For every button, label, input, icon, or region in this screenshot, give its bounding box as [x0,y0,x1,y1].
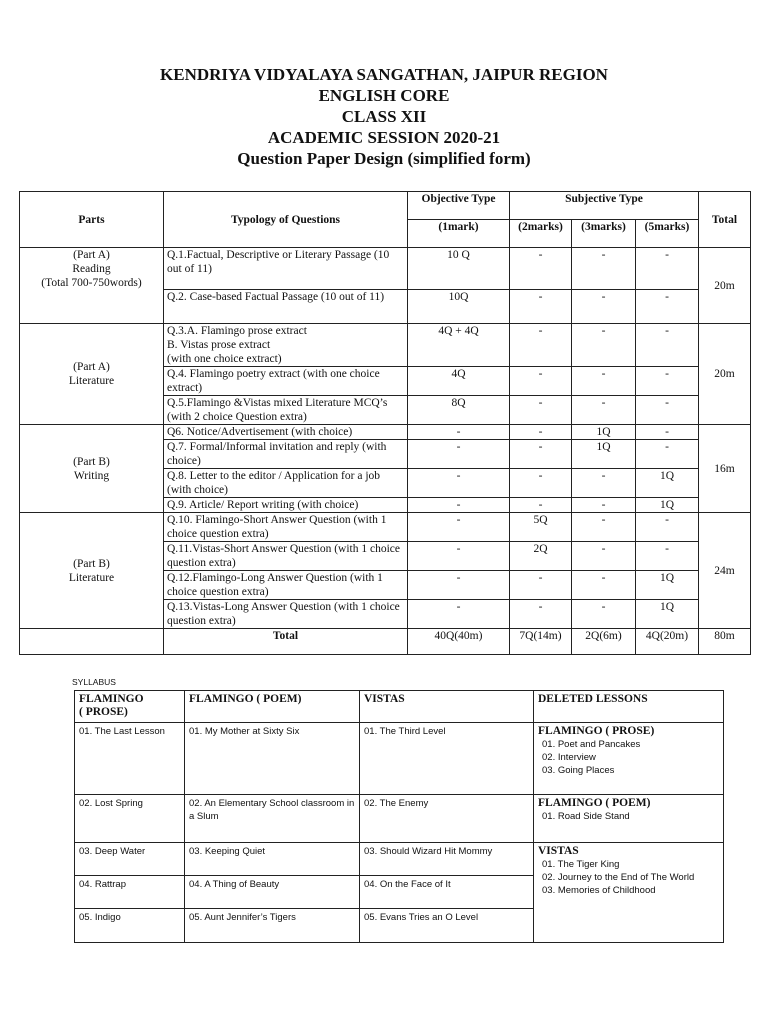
syllabus-header-deleted: DELETED LESSONS [534,691,724,723]
deleted-lesson-item: 01. Road Side Stand [542,811,630,822]
qp-totals-row [20,629,751,655]
qp-m5-cell: - [636,425,699,440]
deleted-vistas-cell [534,843,724,943]
qp-m3-cell: 1Q [572,440,636,469]
header-subject: ENGLISH CORE [318,86,450,105]
qp-question-cell: Q.1.Factual, Descriptive or Literary Passage (10 out of 11) [164,248,408,290]
header-session: ACADEMIC SESSION 2020-21 [267,128,501,147]
deleted-lesson-item: 02. Interview [542,752,596,763]
qp-question-cell: Q.10. Flamingo-Short Answer Question (with 1 choice question extra) [164,513,408,542]
qp-m3-cell: - [572,248,636,290]
deleted-poem-cell [534,795,724,843]
header-organization: KENDRIYA VIDYALAYA SANGATHAN, JAIPUR REGION [160,65,608,84]
qp-part-writing: (Part B) Writing [20,425,164,513]
syllabus-vistas-cell: 01. The Third Level [360,723,534,795]
qp-totals-m2: 7Q(14m) [510,629,572,655]
qp-m2-cell: 2Q [510,542,572,571]
syllabus-prose-cell: 04. Rattrap [75,876,185,909]
qp-m2-cell: - [510,367,572,396]
qp-question-cell: Q.7. Formal/Informal invitation and reply (with choice) [164,440,408,469]
qp-m3-cell: - [572,324,636,367]
qp-question-cell: Q.12.Flamingo-Long Answer Question (with 1 choice question extra) [164,571,408,600]
qp-obj-cell: 8Q [408,396,510,425]
qp-header-objective-marks: (1mark) [408,220,510,248]
qp-m2-cell: - [510,396,572,425]
qp-obj-cell: 4Q [408,367,510,396]
syllabus-poem-cell: 04. A Thing of Beauty [185,876,360,909]
qp-row [20,513,751,542]
qp-obj-cell: 10Q [408,290,510,324]
qp-m5-cell: - [636,324,699,367]
qp-m3-cell: - [572,513,636,542]
qp-m2-cell: - [510,498,572,513]
qp-obj-cell: - [408,600,510,629]
qp-m3-cell: - [572,367,636,396]
syllabus-vistas-cell: 05. Evans Tries an O Level [360,909,534,943]
syllabus-vistas-cell: 02. The Enemy [360,795,534,843]
qp-m5-cell: 1Q [636,600,699,629]
qp-m2-cell: 5Q [510,513,572,542]
qp-m5-cell: 1Q [636,498,699,513]
qp-question-cell: Q.9. Article/ Report writing (with choice) [164,498,408,513]
qp-header-3marks: (3marks) [572,220,636,248]
syllabus-poem-cell: 02. An Elementary School classroom in a Slum [185,795,360,843]
qp-m2-cell: - [510,290,572,324]
qp-m5-cell: - [636,542,699,571]
qp-group-total: 16m [699,425,751,513]
document-header [0,64,768,169]
qp-m5-cell: 1Q [636,469,699,498]
qp-row [20,425,751,440]
qp-m2-cell: - [510,425,572,440]
qp-m5-cell: - [636,290,699,324]
qp-header-typology: Typology of Questions [164,192,408,248]
syllabus-poem-cell: 03. Keeping Quiet [185,843,360,876]
qp-m5-cell: - [636,440,699,469]
deleted-lesson-item: 02. Journey to the End of The World [542,872,695,883]
syllabus-row [75,843,724,876]
qp-question-cell: Q.2. Case-based Factual Passage (10 out of 11) [164,290,408,324]
syllabus-prose-cell: 03. Deep Water [75,843,185,876]
syllabus-label: SYLLABUS [72,677,116,687]
syllabus-vistas-cell: 03. Should Wizard Hit Mommy [360,843,534,876]
qp-question-cell: Q.13.Vistas-Long Answer Question (with 1 choice question extra) [164,600,408,629]
qp-question-cell: Q.8. Letter to the editor / Application for a job (with choice) [164,469,408,498]
syllabus-prose-cell: 05. Indigo [75,909,185,943]
syllabus-poem-cell: 01. My Mother at Sixty Six [185,723,360,795]
syllabus-header-vistas: VISTAS [360,691,534,723]
qp-obj-cell: 10 Q [408,248,510,290]
syllabus-poem-cell: 05. Aunt Jennifer’s Tigers [185,909,360,943]
qp-obj-cell: - [408,542,510,571]
qp-m2-cell: - [510,324,572,367]
qp-header-total: Total [699,192,751,248]
qp-body [20,248,751,655]
qp-part-reading: (Part A) Reading (Total 700-750words) [20,248,164,324]
qp-header-5marks: (5marks) [636,220,699,248]
syllabus-row [75,723,724,795]
qp-row [20,324,751,367]
qp-totals-m5: 4Q(20m) [636,629,699,655]
qp-question-cell: Q.3.A. Flamingo prose extract B. Vistas prose extract (with one choice extract) [164,324,408,367]
syllabus-prose-cell: 02. Lost Spring [75,795,185,843]
syllabus-table [74,690,724,943]
qp-totals-label: Total [164,629,408,655]
qp-m5-cell: - [636,396,699,425]
qp-header-objective: Objective Type [408,192,510,220]
qp-obj-cell: - [408,469,510,498]
qp-totals-obj: 40Q(40m) [408,629,510,655]
qp-m3-cell: - [572,469,636,498]
qp-totals-blank [20,629,164,655]
question-paper-design-table [19,191,751,655]
qp-question-cell: Q.5.Flamingo &Vistas mixed Literature MCQ’s (with 2 choice Question extra) [164,396,408,425]
qp-m3-cell: - [572,571,636,600]
qp-obj-cell: - [408,440,510,469]
deleted-prose-cell [534,723,724,795]
qp-question-cell: Q.4. Flamingo poetry extract (with one choice extract) [164,367,408,396]
syllabus-row [75,795,724,843]
qp-group-total: 24m [699,513,751,629]
qp-m3-cell: - [572,600,636,629]
qp-m2-cell: - [510,600,572,629]
qp-question-cell: Q.11.Vistas-Short Answer Question (with 1 choice question extra) [164,542,408,571]
qp-obj-cell: - [408,571,510,600]
qp-m3-cell: - [572,290,636,324]
syllabus-header-row [75,691,724,723]
qp-m5-cell: - [636,248,699,290]
deleted-lesson-item: 01. The Tiger King [542,859,620,870]
qp-obj-cell: 4Q + 4Q [408,324,510,367]
syllabus-prose-cell: 01. The Last Lesson [75,723,185,795]
qp-part-literature-a: (Part A) Literature [20,324,164,425]
qp-totals-m3: 2Q(6m) [572,629,636,655]
deleted-lesson-item: 01. Poet and Pancakes [542,739,641,750]
qp-m3-cell: - [572,498,636,513]
qp-obj-cell: - [408,425,510,440]
qp-group-total: 20m [699,324,751,425]
qp-obj-cell: - [408,498,510,513]
qp-m2-cell: - [510,440,572,469]
qp-totals-total: 80m [699,629,751,655]
qp-m3-cell: - [572,396,636,425]
syllabus-vistas-cell: 04. On the Face of It [360,876,534,909]
qp-obj-cell: - [408,513,510,542]
qp-header-2marks: (2marks) [510,220,572,248]
qp-group-total: 20m [699,248,751,324]
qp-header-parts: Parts [20,192,164,248]
deleted-lesson-item: 03. Going Places [542,765,615,776]
syllabus-header-poem: FLAMINGO ( POEM) [185,691,360,723]
qp-m5-cell: - [636,367,699,396]
qp-m3-cell: 1Q [572,425,636,440]
deleted-vistas-title: VISTAS [538,845,579,857]
qp-m5-cell: - [636,513,699,542]
qp-row [20,248,751,290]
qp-header-row-1 [20,192,751,220]
deleted-prose-title: FLAMINGO ( PROSE) [538,725,655,737]
qp-m2-cell: - [510,571,572,600]
qp-question-cell: Q6. Notice/Advertisement (with choice) [164,425,408,440]
header-title: Question Paper Design (simplified form) [237,149,531,168]
deleted-poem-title: FLAMINGO ( POEM) [538,797,651,809]
qp-m2-cell: - [510,248,572,290]
qp-header-subjective: Subjective Type [510,192,699,220]
qp-m2-cell: - [510,469,572,498]
qp-m5-cell: 1Q [636,571,699,600]
deleted-lesson-item: 03. Memories of Childhood [542,885,656,896]
qp-part-literature-b: (Part B) Literature [20,513,164,629]
header-class: CLASS XII [341,107,427,126]
syllabus-header-prose: FLAMINGO ( PROSE) [75,691,185,723]
qp-m3-cell: - [572,542,636,571]
